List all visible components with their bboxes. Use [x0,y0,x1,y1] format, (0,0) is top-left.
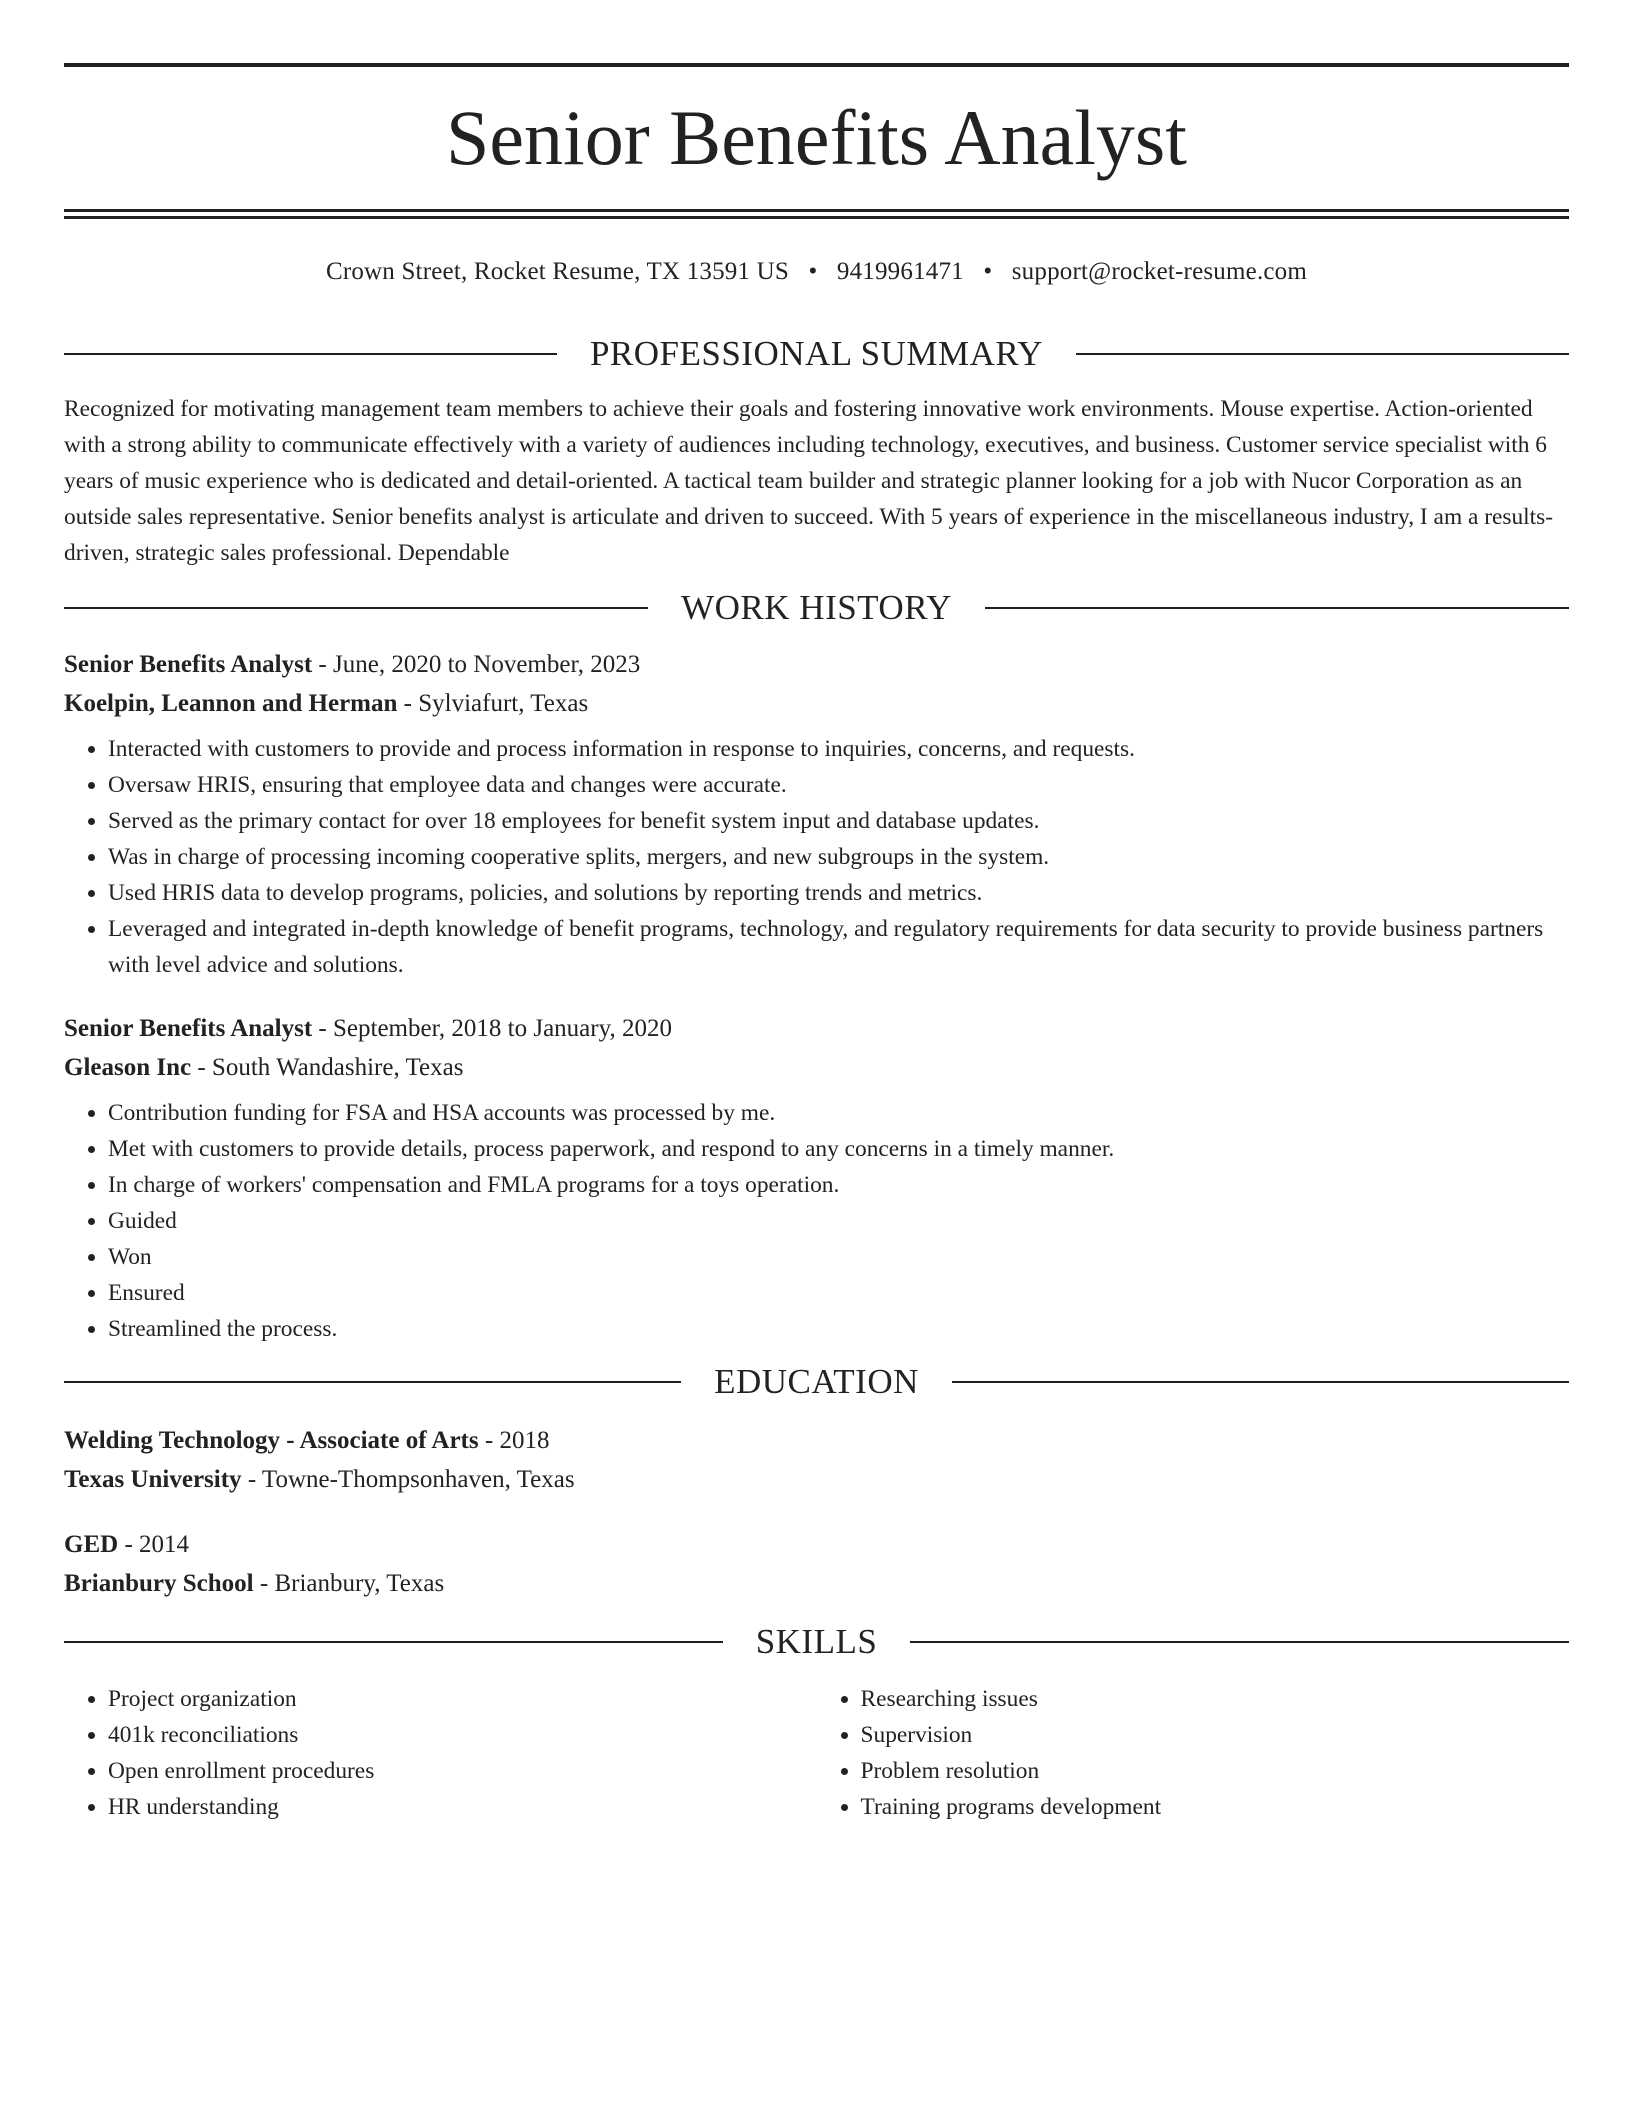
contact-separator: • [808,258,818,285]
contact-email[interactable]: support@rocket-resume.com [1011,258,1308,285]
job-bullet: • Ensured [108,1275,1569,1311]
contact-phone[interactable]: 9419961471 [836,258,964,285]
skill-item: • 401k reconciliations [108,1717,817,1753]
job-bullet: • Met with customers to provide details, process paperwork, and respond to any concerns in a timely manner. [108,1131,1569,1167]
section-rule-right [1076,353,1569,355]
job-bullet: • Interacted with customers to provide and process information in response to inquiries, concerns, and requests. [108,731,1569,767]
skill-item: • Training programs development [861,1789,1570,1825]
job-company: Gleason Inc [64,1054,192,1081]
section-rule-right [952,1381,1569,1383]
job-entry [64,1009,1569,1347]
resume-content [64,63,1569,1825]
education-entry [64,1525,1569,1603]
section-header-work [64,583,1569,633]
job-bullet: • Streamlined the process. [108,1311,1569,1347]
section-title-education: EDUCATION [714,1362,919,1401]
section-header-summary [64,329,1569,379]
skill-item: • Open enrollment procedures [108,1753,817,1789]
education-school: Texas University [64,1466,242,1493]
section-rule-left [64,1381,681,1383]
skill-item: • Supervision [861,1717,1570,1753]
job-bullet: • Served as the primary contact for over 18 employees for benefit system input and database updates. [108,803,1569,839]
contact-line [64,255,1569,289]
professional-summary: Recognized for motivating management team members to achieve their goals and fostering innovative work environments. Mouse expertise. Action-oriented with a strong ability to communicate effectively with a variety of audiences including technology, executives, and business. Customer service specialist with 6 years of music experience who is dedicated and detail-oriented. A tactical team builder and strategic planner looking for a job with Nucor Corporation as an outside sales representative. Senior benefits analyst is articulate and driven to succeed. With 5 years of experience in the miscellaneous industry, I am a results-driven, strategic sales professional. Dependable [64,396,1554,566]
section-rule-left [64,607,648,609]
job-entry [64,645,1569,983]
job-company-line [64,1048,1569,1087]
job-dates: - September, 2018 to January, 2020 [312,1015,672,1042]
education-degree-line [64,1421,1569,1460]
education-year: - 2018 [478,1427,550,1454]
education-entry [64,1421,1569,1499]
contact-separator: • [983,258,993,285]
education-location: - Brianbury, Texas [253,1570,445,1597]
skill-item: • HR understanding [108,1789,817,1825]
job-bullet: • Won [108,1239,1569,1275]
job-company: Koelpin, Leannon and Herman [64,690,398,717]
double-rule [64,209,1569,219]
job-bullet: • Leveraged and integrated in-depth knowledge of benefit programs, technology, and regulatory requirements for data security to provide business partners with level advice and solutions. [108,911,1569,983]
contact-address: Crown Street, Rocket Resume, TX 13591 US [325,258,790,285]
skills-list-left [64,1681,817,1825]
education-year: - 2014 [118,1531,190,1558]
job-bullet: • Was in charge of processing incoming cooperative splits, mergers, and new subgroups in the system. [108,839,1569,875]
job-bullets [64,731,1569,983]
job-title-line [64,1009,1569,1048]
job-bullets [64,1095,1569,1347]
skill-item: • Researching issues [861,1681,1570,1717]
job-bullet: • In charge of workers' compensation and FMLA programs for a toys operation. [108,1167,1569,1203]
education-school-line [64,1460,1569,1499]
job-company-line [64,684,1569,723]
job-title: Senior Benefits Analyst [64,651,313,678]
skill-item: • Project organization [108,1681,817,1717]
job-dates: - June, 2020 to November, 2023 [312,651,641,678]
section-rule-right [985,607,1569,609]
skills-list-right [817,1681,1570,1825]
section-title-summary: PROFESSIONAL SUMMARY [589,334,1044,373]
section-rule-left [64,1641,723,1643]
job-bullet: • Guided [108,1203,1569,1239]
job-title-line [64,645,1569,684]
skills-columns [64,1681,1569,1825]
job-title: Senior Benefits Analyst [64,1015,313,1042]
section-header-education [64,1357,1569,1407]
section-title-skills: SKILLS [755,1622,878,1661]
job-bullet: • Oversaw HRIS, ensuring that employee data and changes were accurate. [108,767,1569,803]
section-rule-left [64,353,557,355]
skill-item: • Problem resolution [861,1753,1570,1789]
education-school-line [64,1564,1569,1603]
job-location: - South Wandashire, Texas [191,1054,464,1081]
education-degree-line [64,1525,1569,1564]
education-degree: GED [64,1531,119,1558]
section-title-work: WORK HISTORY [681,588,952,627]
job-bullet: • Contribution funding for FSA and HSA accounts was processed by me. [108,1095,1569,1131]
section-header-skills [64,1617,1569,1667]
job-bullet: • Used HRIS data to develop programs, policies, and solutions by reporting trends and metrics. [108,875,1569,911]
education-degree: Welding Technology - Associate of Arts [64,1427,479,1454]
education-location: - Towne-Thompsonhaven, Texas [241,1466,575,1493]
section-rule-right [910,1641,1569,1643]
job-location: - Sylviafurt, Texas [397,690,589,717]
resume-name: Senior Benefits Analyst [446,94,1187,181]
education-school: Brianbury School [64,1570,254,1597]
